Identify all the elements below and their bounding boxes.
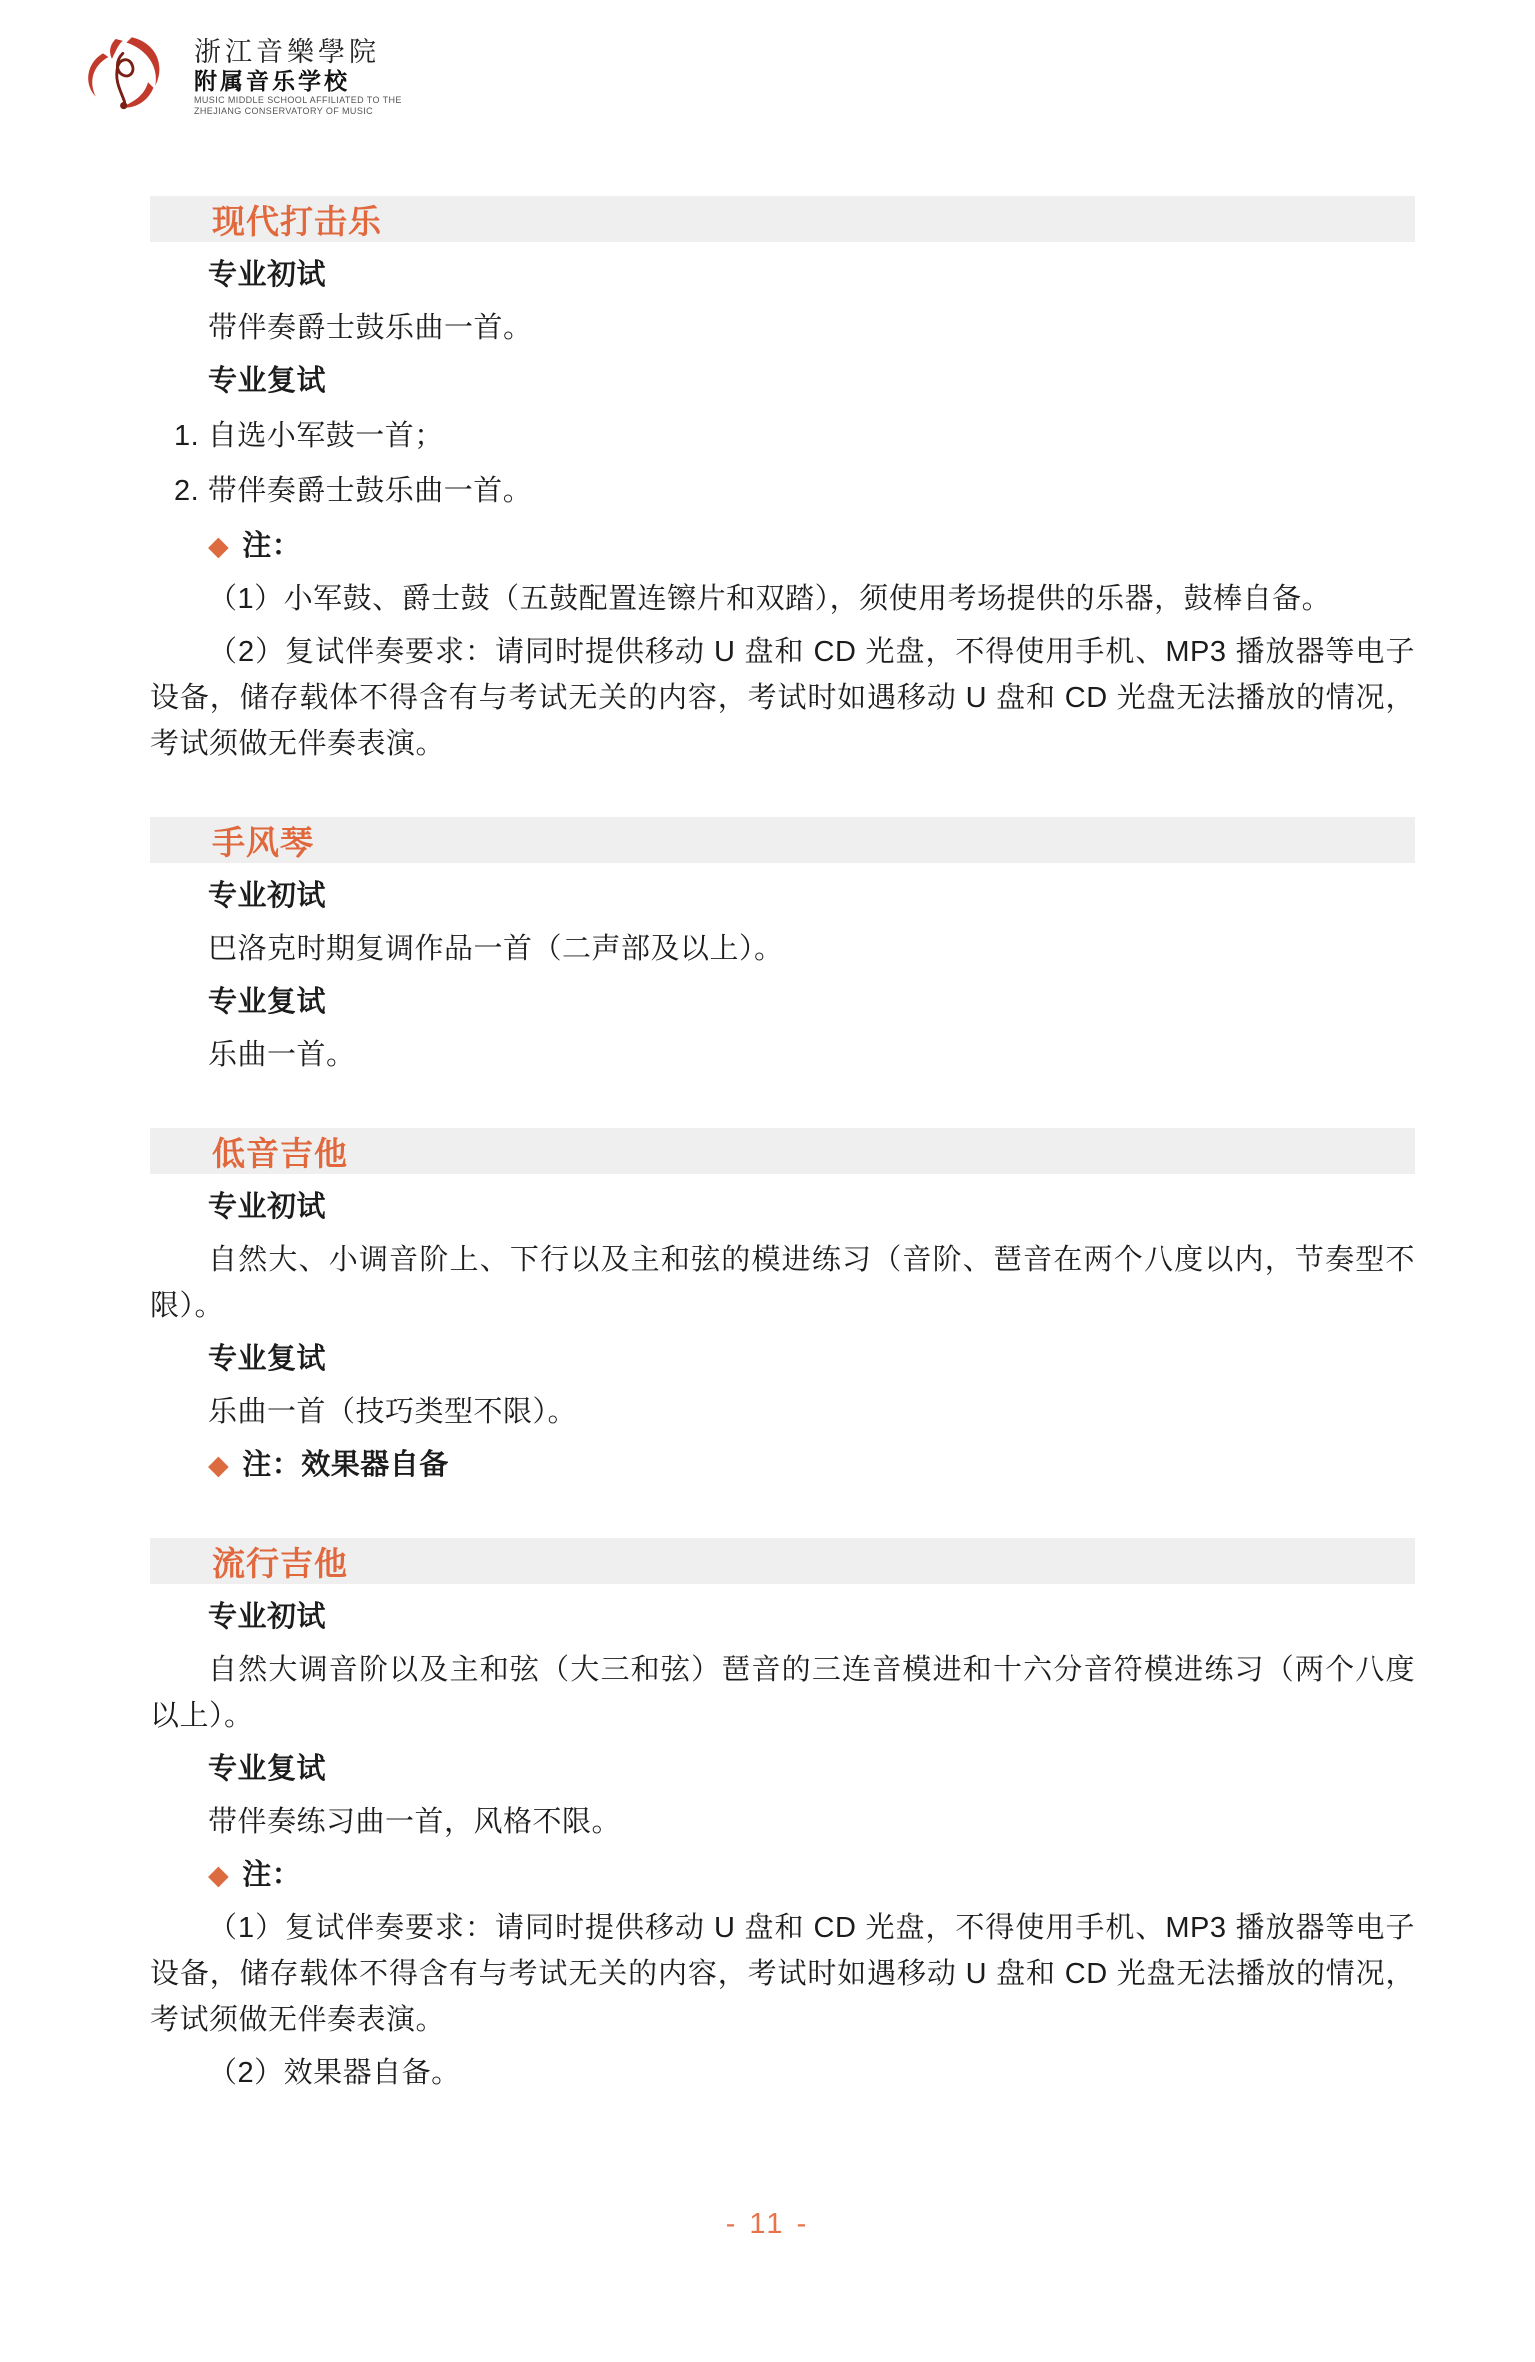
requirement-paragraph: 带伴奏爵士鼓乐曲一首。	[208, 312, 533, 344]
round-heading: 专业复试	[208, 986, 327, 1018]
section-header-bar	[150, 817, 1415, 863]
note-paragraph: （2）复试伴奏要求：请同时提供移动 U 盘和 CD 光盘，不得使用手机、MP3 播放器等电子设备，储存载体不得含有与考试无关的内容，考试时如遇移动 U 盘和 CD 光盘无法播放的情况，考试须做无伴奏表演。	[150, 636, 1415, 760]
note-paragraph: （2）效果器自备。	[208, 2057, 461, 2089]
phoenix-treble-clef-logo-icon	[76, 32, 184, 118]
school-name: 附属音乐学校	[194, 68, 350, 94]
round-heading: 专业初试	[208, 1601, 327, 1633]
diamond-bullet-icon: ◆	[208, 1860, 230, 1890]
note-line	[150, 523, 1415, 569]
list-item: 1. 自选小军鼓一首；	[174, 420, 444, 452]
requirement-paragraph: 乐曲一首（技巧类型不限）。	[208, 1396, 578, 1428]
round-heading: 专业初试	[208, 1191, 327, 1223]
school-name-english-line1: MUSIC MIDDLE SCHOOL AFFILIATED TO THE	[194, 95, 402, 105]
round-heading: 专业复试	[208, 1343, 327, 1375]
requirement-paragraph: 巴洛克时期复调作品一首（二声部及以上）。	[208, 933, 784, 965]
school-logo	[76, 32, 402, 118]
note-label: 注：	[242, 1859, 302, 1891]
section-header-bar	[150, 1538, 1415, 1584]
logo-text	[194, 32, 402, 117]
section-title: 流行吉他	[212, 1544, 348, 1582]
note-line	[150, 1442, 1415, 1488]
section-header-bar	[150, 196, 1415, 242]
note-paragraph: （1）小军鼓、爵士鼓（五鼓配置连镲片和双踏），须使用考场提供的乐器，鼓棒自备。	[208, 583, 1332, 615]
round-heading: 专业复试	[208, 365, 327, 397]
section-title: 手风琴	[212, 823, 314, 861]
note-label: 注：效果器自备	[242, 1449, 449, 1481]
page-number: - 11 -	[725, 2208, 810, 2240]
section-pop-guitar	[150, 1538, 1415, 2096]
round-heading: 专业初试	[208, 880, 327, 912]
section-title: 现代打击乐	[212, 202, 382, 240]
diamond-bullet-icon: ◆	[208, 1450, 230, 1480]
section-modern-percussion	[150, 196, 1415, 767]
conservatory-name-calligraphy: 浙江音樂學院	[194, 37, 380, 68]
section-bass-guitar	[150, 1128, 1415, 1488]
round-heading: 专业初试	[208, 259, 327, 291]
section-title: 低音吉他	[212, 1134, 348, 1172]
page-content	[150, 196, 1415, 2103]
requirement-paragraph: 乐曲一首。	[208, 1039, 356, 1071]
diamond-bullet-icon: ◆	[208, 531, 230, 561]
note-paragraph: （1）复试伴奏要求：请同时提供移动 U 盘和 CD 光盘，不得使用手机、MP3 播放器等电子设备，储存载体不得含有与考试无关的内容，考试时如遇移动 U 盘和 CD 光盘无法播放的情况，考试须做无伴奏表演。	[150, 1912, 1415, 2036]
requirement-paragraph: 自然大调音阶以及主和弦（大三和弦）琶音的三连音模进和十六分音符模进练习（两个八度以上）。	[150, 1654, 1415, 1732]
requirement-paragraph: 自然大、小调音阶上、下行以及主和弦的模进练习（音阶、琶音在两个八度以内，节奏型不限）。	[150, 1244, 1415, 1322]
section-header-bar	[150, 1128, 1415, 1174]
section-accordion	[150, 817, 1415, 1078]
note-line	[150, 1852, 1415, 1898]
note-label: 注：	[242, 530, 302, 562]
round-heading: 专业复试	[208, 1753, 327, 1785]
requirement-paragraph: 带伴奏练习曲一首，风格不限。	[208, 1806, 622, 1838]
school-name-english-line2: ZHEJIANG CONSERVATORY OF MUSIC	[194, 106, 374, 116]
list-item: 2. 带伴奏爵士鼓乐曲一首。	[174, 475, 533, 507]
